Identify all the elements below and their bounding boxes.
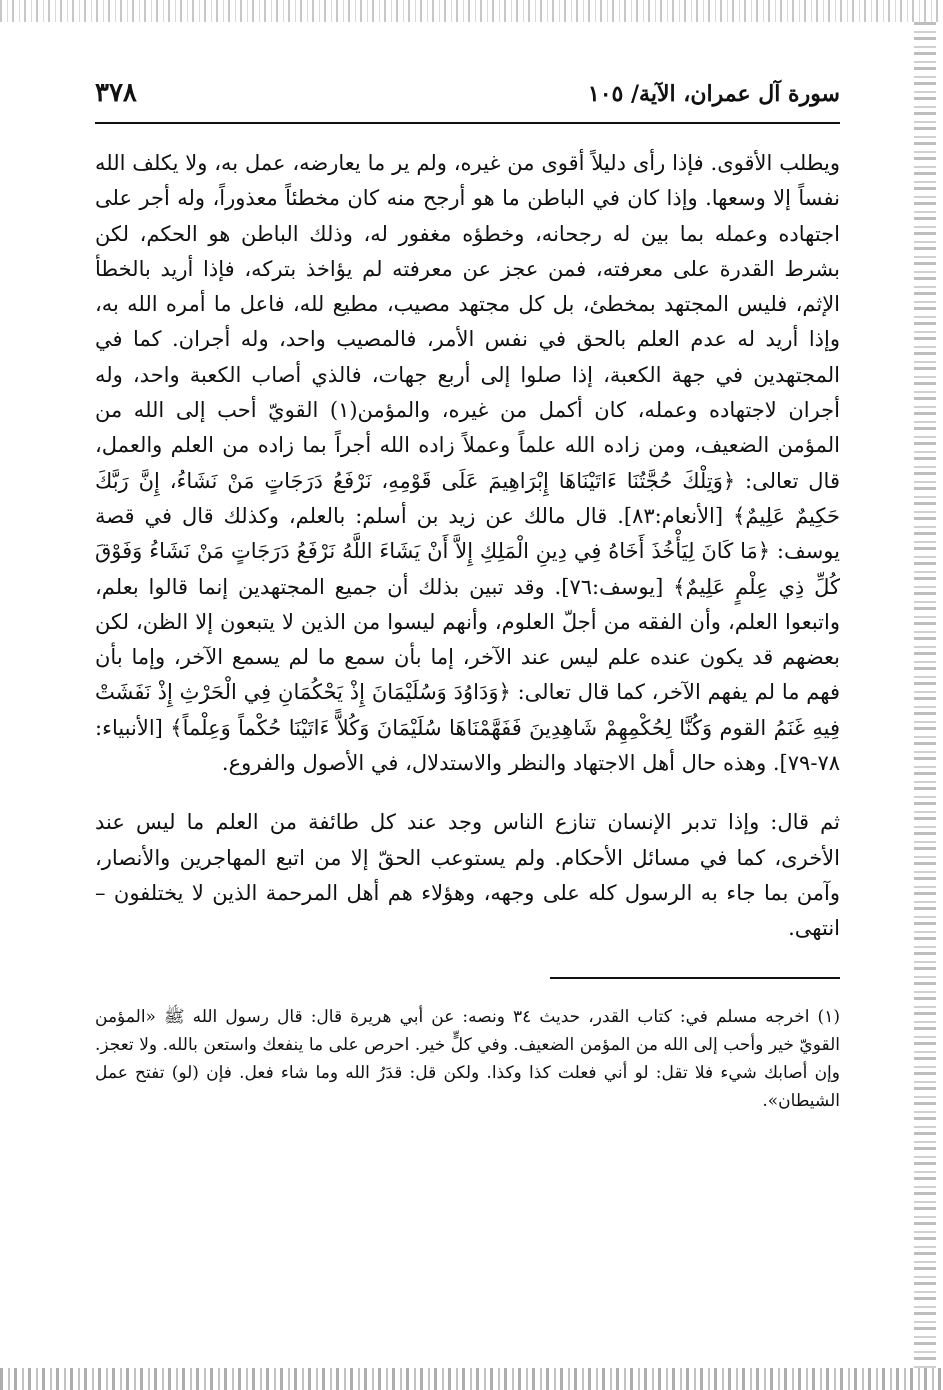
decorative-border-bottom bbox=[0, 1368, 943, 1390]
footnote: (١) اخرجه مسلم في: كتاب القدر، حديث ٣٤ ونصه: عن أبي هريرة قال: قال رسول الله ﷺ «المؤمن القويّ خير وأحب إلى الله من المؤمن الضعيف. وفي كلٍّ خير. احرص على ما ينفعك واستعن بالله. ولا تعجز. وإن أصابك شيء فلا تقل: لو أني فعلت كذا وكذا. ولكن قل: قدَرُ الله وما شاء فعل. فإن (لو) تفتح عمل الشيطان». bbox=[95, 1006, 840, 1111]
decorative-border-right bbox=[914, 22, 936, 1368]
page-header bbox=[95, 78, 840, 118]
running-title: سورة آل عمران، الآية/ ١٠٥ bbox=[587, 81, 840, 107]
book-page bbox=[95, 78, 840, 1115]
footnote-rule bbox=[550, 977, 840, 979]
paragraph-1: ويطلب الأقوى. فإذا رأى دليلاً أقوى من غيره، ولم ير ما يعارضه، عمل به، ولا يكلف الله نفساً إلا وسعها. وإذا كان في الباطن ما هو أرجح منه كان مخطئاً معذوراً، وله أجر على اجتهاده وعمله بما بين له رجحانه، وخطؤه مغفور له، وذلك الباطن هو الحكم، لكن بشرط القدرة على معرفته، فمن عجز عن معرفته لم يؤاخذ بتركه، فإذا أريد بالخطأ الإثم، فليس المجتهد بمخطئ، بل كل مجتهد مصيب، مطيع لله، فاعل ما أمره الله به، وإذا أريد له عدم العلم بالحق في نفس الأمر، فالمصيب واحد، وله أجران. كما في المجتهدين في جهة الكعبة، إذا صلوا إلى أربع جهات، فالذي أصاب الكعبة واحد، وله أجران لاجتهاده وعمله، كان أكمل من غيره، والمؤمن(١) القويّ أحب إلى الله من المؤمن الضعيف، ومن زاده الله علماً وعملاً زاده الله أجراً بما زاده من العلم والعمل، قال تعالى: ﴿وَتِلْكَ حُجَّتُنَا ءَاتَيْنَاهَا إِبْرَاهِيمَ عَلَى قَوْمِهِ، نَرْفَعُ دَرَجَاتٍ مَنْ نَشَاءُ، إِنَّ رَبَّكَ حَكِيمٌ عَلِيمٌ﴾ [الأنعام:٨٣]. قال مالك عن زيد بن أسلم: بالعلم، وكذلك قال في قصة يوسف: ﴿مَا كَانَ لِيَأْخُذَ أَخَاهُ فِي دِينِ الْمَلِكِ إِلاَّ أَنْ يَشَاءَ اللَّهُ نَرْفَعُ دَرَجَاتٍ مَنْ نَشَاءُ وَفَوْقَ كُلِّ ذِي عِلْمٍ عَلِيمٌ﴾ [يوسف:٧٦]. وقد تبين بذلك أن جميع المجتهدين إنما قالوا بعلم، واتبعوا العلم، وأن الفقه من أجلّ العلوم، وأنهم ليسوا من الذين لا يتبعون إلا الظن، لكن بعضهم قد يكون عنده علم ليس عند الآخر، إما بأن سمع ما لم يسمع الآخر، وإما بأن فهم ما لم يفهم الآخر، كما قال تعالى: ﴿وَدَاوُدَ وَسُلَيْمَانَ إِذْ يَحْكُمَانِ فِي الْحَرْثِ إِذْ نَفَشَتْ فِيهِ غَنَمُ القوم وَكُنَّا لِحُكْمِهِمْ شَاهِدِينَ فَفَهَّمْنَاهَا سُلَيْمَانَ وَكُلاًّ ءَاتَيْنَا حُكْماً وَعِلْماً﴾ [الأنبياء: ٧٨-٧٩]. وهذه حال أهل الاجتهاد والنظر والاستدلال، في الأصول والفروع. bbox=[95, 151, 840, 776]
decorative-border-top bbox=[0, 0, 943, 22]
page-number: ٣٧٨ bbox=[95, 78, 137, 108]
header-rule bbox=[95, 122, 840, 124]
main-text bbox=[95, 146, 840, 947]
paragraph-2: ثم قال: وإذا تدبر الإنسان تنازع الناس وجد عند كل طائفة من العلم ما ليس عند الأخرى، كما في مسائل الأحكام. ولم يستوعب الحقّ إلا من اتبع المهاجرين والأنصار، وآمن بما جاء به الرسول كله على وجهه، وهؤلاء هم أهل المرحمة الذين لا يختلفون – انتهى. bbox=[95, 810, 840, 941]
